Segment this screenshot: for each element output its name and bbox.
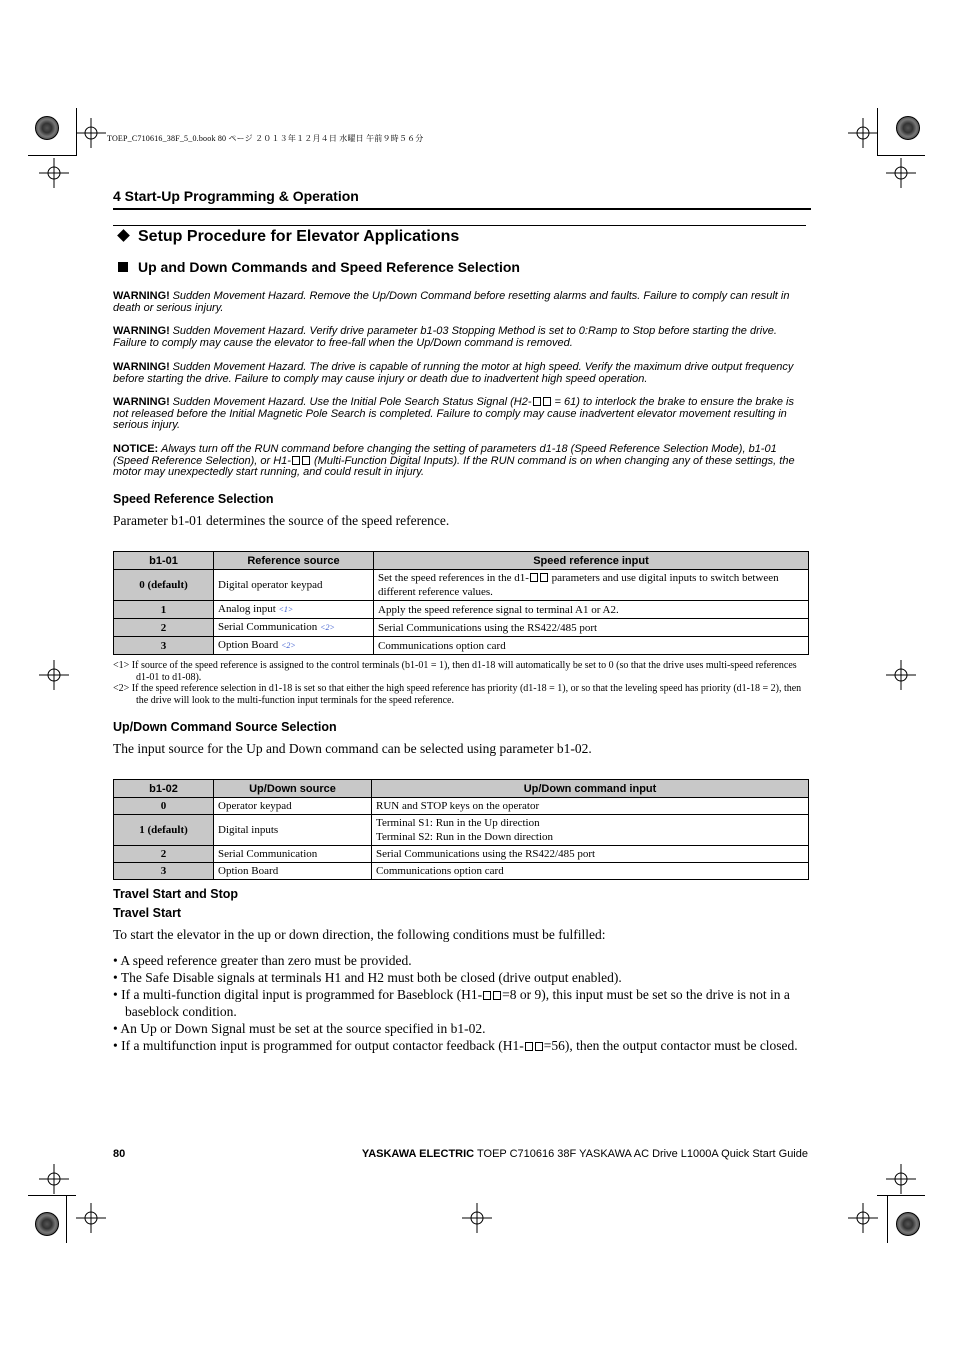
crosshair-icon — [39, 1164, 69, 1194]
placeholder-box-icon — [525, 1042, 533, 1051]
table-cell: Serial Communications using the RS422/485 port — [374, 619, 809, 637]
table-header-row — [114, 552, 809, 570]
table-cell: RUN and STOP keys on the operator — [372, 798, 809, 815]
updown-table — [113, 779, 809, 880]
crosshair-icon — [886, 660, 916, 690]
table-row — [114, 570, 809, 601]
table-cell: 2 — [114, 846, 214, 863]
travel-intro: To start the elevator in the up or down direction, the following conditions must be fulfilled: — [113, 927, 606, 942]
table-cell: 1 (default) — [114, 815, 214, 846]
diamond-bullet-icon — [117, 229, 130, 242]
table-header: b1-01 — [114, 552, 214, 570]
table-cell: 3 — [114, 637, 214, 655]
table-cell: 2 — [114, 619, 214, 637]
table-cell: Digital inputs — [214, 815, 372, 846]
placeholder-box-icon — [530, 573, 538, 582]
heading-divider — [113, 225, 806, 226]
table-header: Reference source — [214, 552, 374, 570]
crosshair-icon — [76, 118, 106, 148]
table-cell: Serial Communication <2> — [214, 619, 374, 637]
speed-reference-title: Speed Reference Selection — [113, 492, 274, 506]
speed-reference-intro: Parameter b1-01 determines the source of the speed reference. — [113, 513, 450, 528]
square-bullet-icon — [118, 262, 128, 272]
footnotes — [113, 660, 809, 706]
speed-reference-table — [113, 551, 809, 655]
section-title: 4 Start-Up Programming & Operation — [113, 188, 359, 204]
placeholder-box-icon — [292, 456, 300, 465]
list-item: • An Up or Down Signal must be set at the source specified in b1-02. — [113, 1021, 486, 1036]
crosshair-icon — [886, 1164, 916, 1194]
list-item: • A speed reference greater than zero must be provided. — [113, 953, 412, 968]
table-cell: Set the speed references in the d1- parameters and use digital inputs to switch between different reference values. — [374, 570, 809, 601]
page-subheading: Up and Down Commands and Speed Reference Selection — [116, 259, 520, 275]
crosshair-icon — [462, 1203, 492, 1233]
crosshair-icon — [39, 158, 69, 188]
updown-title: Up/Down Command Source Selection — [113, 720, 337, 734]
table-row — [114, 601, 809, 619]
placeholder-box-icon — [533, 397, 541, 406]
page-heading: Setup Procedure for Elevator Applications — [116, 228, 459, 246]
table-header: b1-02 — [114, 780, 214, 798]
table-cell: Option Board — [214, 863, 372, 880]
table-row — [114, 863, 809, 880]
notice-block: NOTICE: Always turn off the RUN command before changing the setting of parameters d1-18 (Speed Reference Selection Mode), b1-01 (Speed Reference Selection), or H1- (Multi-Function Digital Inputs). If the RUN command is on when changing any of these settings, the motor may unexpectedly start running, and could result in injury. — [113, 443, 795, 478]
table-cell: Digital operator keypad — [214, 570, 374, 601]
registration-circle-icon — [35, 116, 59, 140]
table-cell: Apply the speed reference signal to terminal A1 or A2. — [374, 601, 809, 619]
registration-circle-icon — [896, 116, 920, 140]
warning-block: WARNING! Sudden Movement Hazard. Use the Initial Pole Search Status Signal (H2- = 61) to interlock the brake to ensure the brake is not released before the Initial Magnetic Pole Search is completed. Failure to comply may cause inadvertent elevator movement resulting in serious injury. — [113, 396, 794, 431]
list-item: • If a multifunction input is programmed for output contactor feedback (H1- =56), then the output contactor must be closed. — [113, 1038, 798, 1053]
placeholder-box-icon — [302, 456, 310, 465]
conditions-list — [113, 952, 811, 1054]
placeholder-box-icon — [543, 397, 551, 406]
section-divider — [113, 208, 811, 210]
updown-intro: The input source for the Up and Down command can be selected using parameter b1-02. — [113, 741, 592, 756]
crosshair-icon — [848, 118, 878, 148]
footnote-ref[interactable]: <2> — [280, 641, 296, 650]
footnote: <2> If the speed reference selection in d1-18 is set so that either the high speed reference has priority (d1-18 = 1), or so that the leveling speed has priority (d1-18 = 2), then the drive will look to the multi-function input terminals for the speed reference. — [113, 683, 802, 706]
travel-subtitle: Travel Start — [113, 906, 182, 920]
page-number: 80 — [113, 1148, 126, 1160]
table-header: Up/Down source — [214, 780, 372, 798]
table-header-row — [114, 780, 809, 798]
warning-block: WARNING! Sudden Movement Hazard. The drive is capable of running the motor at high speed. Verify the maximum drive output frequency before starting the drive. Failure to comply may cause injury or death due to inadvertent high speed operation. — [113, 361, 794, 385]
crosshair-icon — [39, 660, 69, 690]
table-row — [114, 619, 809, 637]
footnote: <1> If source of the speed reference is assigned to the control terminals (b1-01 = 1), then d1-18 will automatically be set to 0 (so that the drive uses multi-speed references d1-01 to d1-08). — [113, 660, 797, 683]
table-cell: Communications option card — [372, 863, 809, 880]
travel-title: Travel Start and Stop — [113, 887, 239, 901]
print-header-info: TOEP_C710616_38F_5_0.book 80 ページ ２０１３年１２月４日 水曜日 午前９時５６分 — [107, 134, 424, 143]
placeholder-box-icon — [540, 573, 548, 582]
table-cell: Operator keypad — [214, 798, 372, 815]
footnote-ref[interactable]: <1> — [278, 605, 294, 614]
table-cell: 1 — [114, 601, 214, 619]
warning-block: WARNING! Sudden Movement Hazard. Remove the Up/Down Command before resetting alarms and faults. Failure to comply can result in death or serious injury. — [113, 290, 790, 314]
table-cell: Analog input <1> — [214, 601, 374, 619]
registration-circle-icon — [35, 1212, 59, 1236]
footnote-ref[interactable]: <2> — [320, 623, 335, 632]
footer-doc-info: YASKAWA ELECTRIC TOEP C710616 38F YASKAWA AC Drive L1000A Quick Start Guide — [361, 1148, 808, 1160]
table-cell: Serial Communications using the RS422/485 port — [372, 846, 809, 863]
crosshair-icon — [76, 1203, 106, 1233]
table-header: Speed reference input — [374, 552, 809, 570]
crosshair-icon — [886, 158, 916, 188]
placeholder-box-icon — [483, 991, 491, 1000]
table-row — [114, 798, 809, 815]
table-cell: Communications option card — [374, 637, 809, 655]
registration-circle-icon — [896, 1212, 920, 1236]
crosshair-icon — [848, 1203, 878, 1233]
table-row — [114, 846, 809, 863]
table-cell: Option Board <2> — [214, 637, 374, 655]
table-header: Up/Down command input — [372, 780, 809, 798]
table-cell: Serial Communication — [214, 846, 372, 863]
table-cell: 3 — [114, 863, 214, 880]
list-item: • The Safe Disable signals at terminals H1 and H2 must both be closed (drive output enabled). — [113, 970, 622, 985]
table-cell: 0 (default) — [114, 570, 214, 601]
table-row — [114, 637, 809, 655]
placeholder-box-icon — [535, 1042, 543, 1051]
table-cell: Terminal S1: Run in the Up direction Terminal S2: Run in the Down direction — [372, 815, 809, 846]
placeholder-box-icon — [493, 991, 501, 1000]
list-item: • If a multi-function digital input is programmed for Baseblock (H1- =8 or 9), this input must be set so the drive is not in a baseblock condition. — [113, 987, 790, 1019]
table-cell: 0 — [114, 798, 214, 815]
warning-block: WARNING! Sudden Movement Hazard. Verify drive parameter b1-03 Stopping Method is set to 0:Ramp to Stop before starting the drive. Failure to comply may cause the elevator to free-fall when the Up/Down command is removed. — [113, 325, 777, 349]
table-row — [114, 815, 809, 846]
